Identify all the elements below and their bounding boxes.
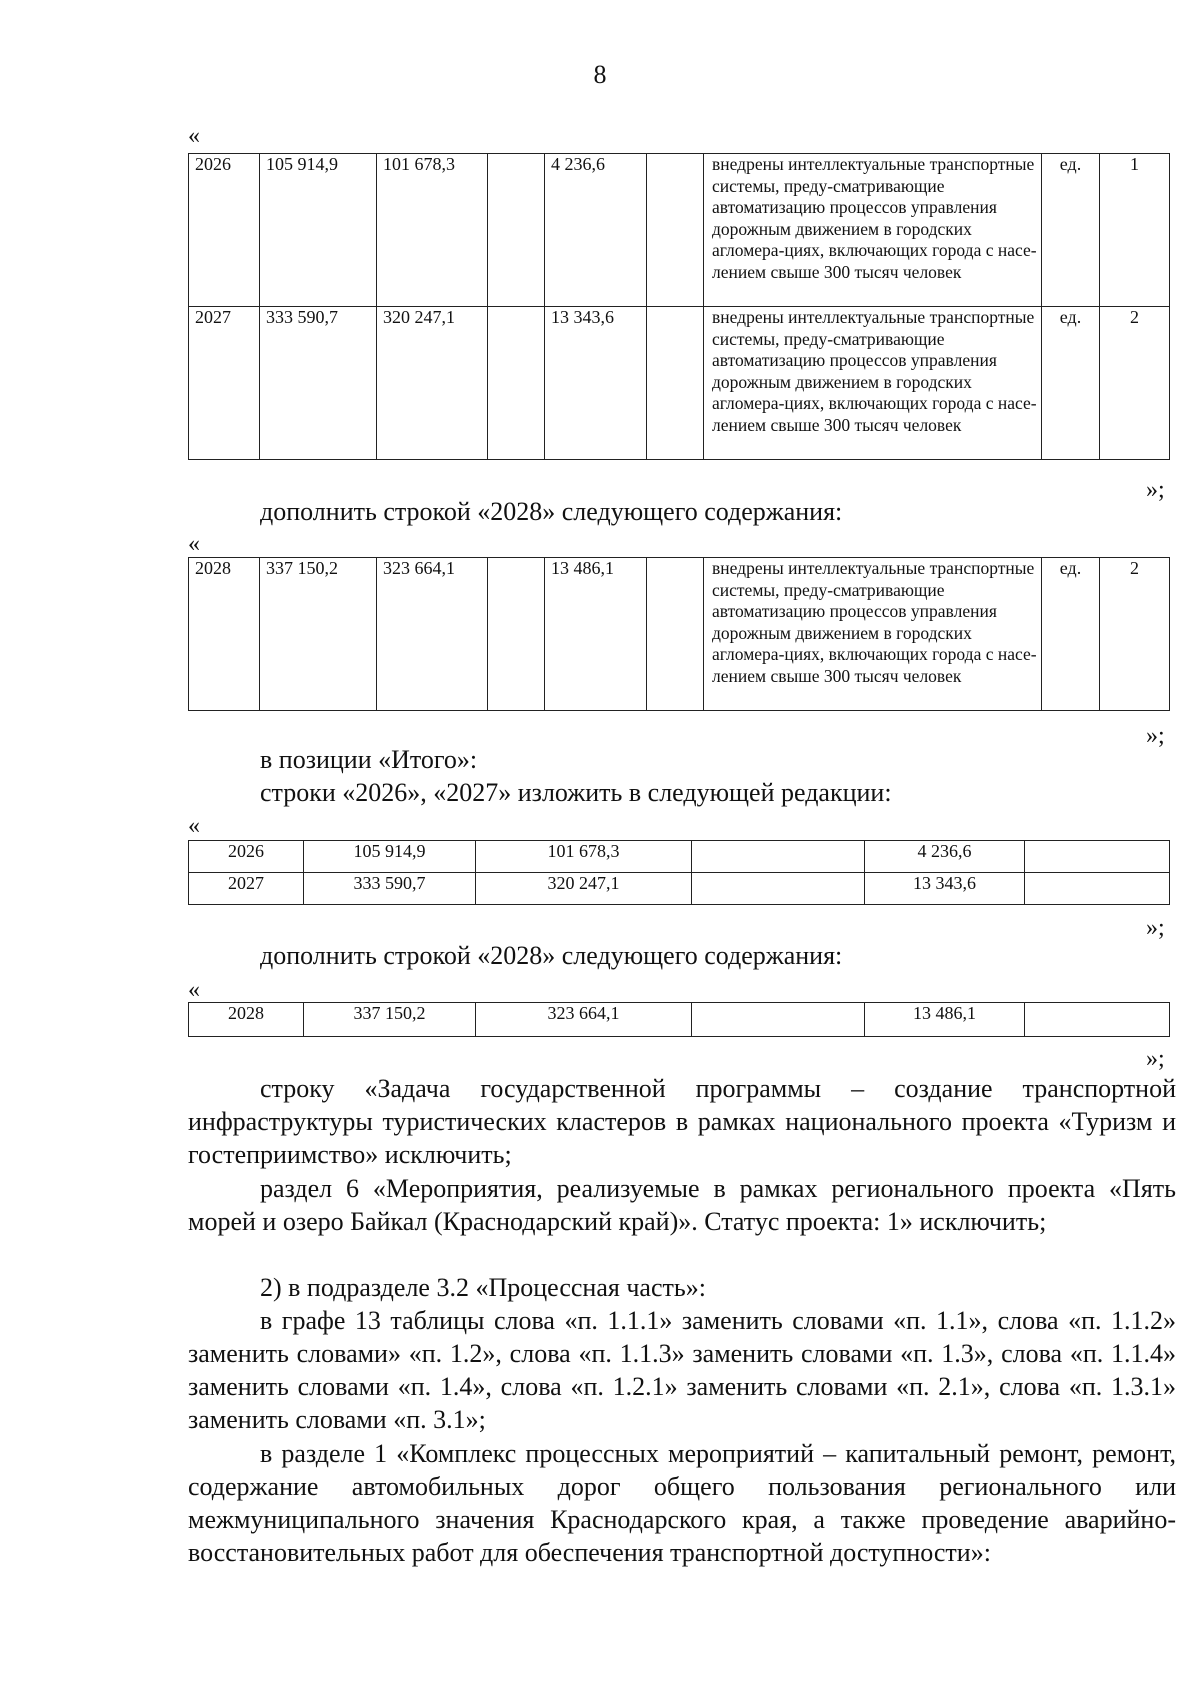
total-cell: 105 914,9	[304, 841, 476, 873]
year-cell: 2028	[189, 1003, 304, 1037]
quote-close: »;	[1146, 1046, 1165, 1072]
page-number: 8	[593, 60, 607, 89]
value-cell: 101 678,3	[476, 841, 692, 873]
table-2026-2027	[188, 153, 1170, 460]
table-total-2026-2027	[188, 840, 1170, 905]
value-cell: 4 236,6	[865, 841, 1025, 873]
table-row	[189, 154, 1170, 307]
result-cell: внедрены интеллектуальные транспортные системы, преду-сматривающие автоматизацию процессов управления дорожным движением в городских агломера-циях, включающих города с насе-лением свыше 300 тысяч человек	[704, 307, 1042, 460]
instruction-text: строки «2026», «2027» изложить в следующей редакции:	[260, 778, 892, 807]
paragraph: в графе 13 таблицы слова «п. 1.1.1» заменить словами «п. 1.1», слова «п. 1.1.2» заменить словами» «п. 1.2», слова «п. 1.1.3» заменить словами «п. 1.3», слова «п. 1.1.4» заменить словами «п. 1.4», слова «п. 1.2.1» заменить словами «п. 2.1», слова «п. 1.3.1» заменить словами «п. 3.1»;	[188, 1306, 1176, 1434]
year-cell: 2027	[189, 307, 260, 460]
quote-close: »;	[1146, 477, 1165, 503]
empty-cell	[647, 558, 704, 711]
year-cell: 2026	[189, 154, 260, 307]
paragraph: строку «Задача государственной программы – создание транспортной инфраструктуры туристических кластеров в рамках национального проекта «Туризм и гостеприимство» исключить;	[188, 1074, 1176, 1169]
table-row	[189, 558, 1170, 711]
year-cell: 2028	[189, 558, 260, 711]
table-row	[189, 1003, 1170, 1037]
empty-cell	[1025, 1003, 1170, 1037]
year-cell: 2027	[189, 873, 304, 905]
value-cell: 320 247,1	[377, 307, 488, 460]
value-cell: 323 664,1	[476, 1003, 692, 1037]
empty-cell	[647, 154, 704, 307]
quote-open: «	[188, 531, 200, 557]
paragraph: в разделе 1 «Комплекс процессных мероприятий – капитальный ремонт, ремонт, содержание автомобильных дорог общего пользования регионального или межмуниципального значения Краснодарского края, а также проведение аварийно-восстановительных работ для обеспечения транспортной доступности»:	[188, 1439, 1176, 1567]
value-cell: 101 678,3	[377, 154, 488, 307]
value-cell: 323 664,1	[377, 558, 488, 711]
quote-open: «	[188, 123, 200, 149]
total-cell: 333 590,7	[260, 307, 377, 460]
value-cell: 13 343,6	[545, 307, 647, 460]
unit-cell: ед.	[1042, 307, 1100, 460]
paragraph: раздел 6 «Мероприятия, реализуемые в рамках регионального проекта «Пять морей и озеро Байкал (Краснодарский край)». Статус проекта: 1» исключить;	[188, 1174, 1176, 1236]
empty-cell	[488, 307, 545, 460]
value-cell: 320 247,1	[476, 873, 692, 905]
instruction-text: в позиции «Итого»:	[260, 745, 478, 774]
table-2028	[188, 557, 1170, 711]
quote-open: «	[188, 977, 200, 1003]
empty-cell	[488, 154, 545, 307]
value-cell: 1	[1100, 154, 1170, 307]
empty-cell	[692, 1003, 865, 1037]
quote-open: «	[188, 813, 200, 839]
year-cell: 2026	[189, 841, 304, 873]
total-cell: 337 150,2	[304, 1003, 476, 1037]
empty-cell	[692, 841, 865, 873]
value-cell: 2	[1100, 307, 1170, 460]
instruction-text: дополнить строкой «2028» следующего содержания:	[260, 497, 843, 526]
quote-close: »;	[1146, 915, 1165, 941]
value-cell: 2	[1100, 558, 1170, 711]
instruction-text: дополнить строкой «2028» следующего содержания:	[260, 941, 843, 970]
unit-cell: ед.	[1042, 154, 1100, 307]
paragraph: 2) в подразделе 3.2 «Процессная часть»:	[260, 1273, 706, 1302]
empty-cell	[1025, 873, 1170, 905]
empty-cell	[488, 558, 545, 711]
quote-close: »;	[1146, 723, 1165, 749]
empty-cell	[692, 873, 865, 905]
total-cell: 333 590,7	[304, 873, 476, 905]
value-cell: 13 486,1	[865, 1003, 1025, 1037]
result-cell: внедрены интеллектуальные транспортные системы, преду-сматривающие автоматизацию процессов управления дорожным движением в городских агломера-циях, включающих города с насе-лением свыше 300 тысяч человек	[704, 154, 1042, 307]
unit-cell: ед.	[1042, 558, 1100, 711]
result-cell: внедрены интеллектуальные транспортные системы, преду-сматривающие автоматизацию процессов управления дорожным движением в городских агломера-циях, включающих города с насе-лением свыше 300 тысяч человек	[704, 558, 1042, 711]
table-total-2028	[188, 1002, 1170, 1037]
value-cell: 13 486,1	[545, 558, 647, 711]
empty-cell	[1025, 841, 1170, 873]
empty-cell	[647, 307, 704, 460]
value-cell: 4 236,6	[545, 154, 647, 307]
value-cell: 13 343,6	[865, 873, 1025, 905]
total-cell: 105 914,9	[260, 154, 377, 307]
total-cell: 337 150,2	[260, 558, 377, 711]
table-row	[189, 841, 1170, 873]
table-row	[189, 873, 1170, 905]
table-row	[189, 307, 1170, 460]
